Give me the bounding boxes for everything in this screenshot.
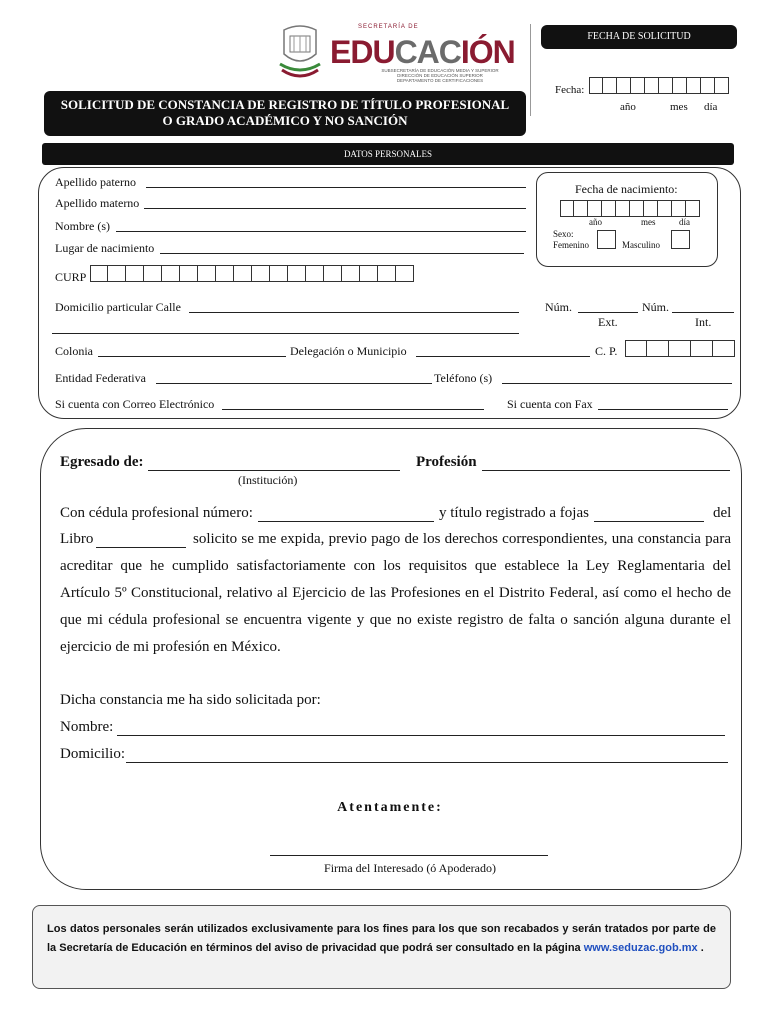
solicitante-nombre-field[interactable] (117, 735, 725, 736)
num-ext-label: Núm. (545, 300, 572, 314)
delegacion-label: Delegación o Municipio (290, 344, 407, 358)
fax-label: Si cuenta con Fax (507, 397, 593, 411)
privacy-notice (32, 905, 731, 989)
libro-label: Libro (60, 531, 94, 547)
telefono-label: Teléfono (s) (434, 371, 493, 385)
fax-field[interactable] (598, 409, 728, 410)
fecha-nacimiento-cells[interactable] (560, 200, 700, 217)
cp-label: C. P. (595, 344, 618, 358)
fecha-solicitud-header: FECHA DE SOLICITUD (541, 25, 737, 49)
coat-of-arms-icon (276, 24, 324, 82)
nac-mes-label: mes (641, 217, 656, 227)
del-text: del (713, 505, 732, 521)
paragraph-line-3: Artículo 5º Constitucional, relativo al Ejercicio de las Profesiones en el Distrito Federal, así como el hecho de (60, 585, 731, 601)
curp-cells[interactable] (90, 265, 414, 282)
atentamente-label: Atentamente: (337, 800, 443, 815)
logo-subtitles: SUBSECRETARÍA DE EDUCACIÓN MEDIA Y SUPERIOR DIRECCIÓN DE EDUCACIÓN SUPERIOR DEPARTAMENTO DE CERTIFICACIONES (381, 68, 499, 83)
masculino-checkbox[interactable] (671, 230, 690, 249)
num-int-field[interactable] (672, 312, 734, 313)
nombre-field[interactable] (116, 231, 526, 232)
num-ext-field[interactable] (578, 312, 638, 313)
femenino-label: Femenino (553, 240, 589, 250)
paragraph-line-2: acreditar que he cumplido satisfactoriamente con los requisitos que establece la Ley Reglamentaria del (60, 558, 731, 574)
fecha-anio-label: año (620, 101, 636, 113)
paragraph-line-5: ejercicio de mi profesión en México. (60, 639, 281, 655)
entidad-label: Entidad Federativa (55, 371, 146, 385)
correo-label: Si cuenta con Correo Electrónico (55, 397, 215, 411)
colonia-label: Colonia (55, 344, 93, 358)
logo-secretaria-text: SECRETARÍA DE (358, 24, 419, 30)
int-label: Int. (695, 315, 712, 329)
section-datos-personales: DATOS PERSONALES (42, 143, 734, 165)
firma-caption: Firma del Interesado (ó Apoderado) (324, 861, 496, 875)
fecha-solicitud-cells[interactable] (589, 77, 729, 94)
cp-cells[interactable] (625, 340, 735, 357)
cedula-label: Con cédula profesional número: (60, 505, 253, 521)
firma-field[interactable] (270, 855, 548, 856)
fecha-nacimiento-label: Fecha de nacimiento: (575, 182, 678, 196)
nac-dia-label: día (679, 217, 690, 227)
cedula-field[interactable] (258, 521, 434, 522)
institucion-field[interactable] (148, 470, 400, 471)
institucion-caption: (Institución) (238, 473, 298, 487)
masculino-label: Masculino (622, 240, 660, 250)
apellido-materno-field[interactable] (144, 208, 526, 209)
libro-field[interactable] (96, 547, 186, 548)
curp-label: CURP (55, 270, 87, 284)
fojas-field[interactable] (594, 521, 704, 522)
apellido-paterno-field[interactable] (146, 187, 526, 188)
privacy-text: Los datos personales serán utilizados exclusivamente para los fines para los que son recabados y serán tratados por parte de la Secretaría de Educación en términos del aviso de privacidad que podrá ser consultado en la página www.seduzac.gob.mx . (47, 923, 716, 954)
page-title: SOLICITUD DE CONSTANCIA DE REGISTRO DE TÍTULO PROFESIONAL O GRADO ACADÉMICO Y NO SANCIÓN (44, 91, 526, 136)
apellido-paterno-label: Apellido paterno (55, 175, 136, 189)
calle-field-2[interactable] (52, 333, 519, 334)
titulo-fojas-text: y título registrado a fojas (439, 505, 589, 521)
paragraph-line-4: que mi cédula profesional se encuentra vigente y que no existe registro de falta o sanción alguna durante el (60, 612, 731, 628)
lugar-nacimiento-field[interactable] (160, 253, 524, 254)
egresado-label: Egresado de: (60, 454, 144, 470)
logo-educacion-text: EDUCACIÓN (330, 34, 515, 70)
nombre-label: Nombre (s) (55, 219, 110, 233)
fecha-mes-label: mes (670, 101, 688, 113)
profesion-field[interactable] (482, 470, 730, 471)
header-divider (530, 24, 531, 116)
solicitada-label: Dicha constancia me ha sido solicitada por: (60, 692, 321, 708)
fecha-dia-label: día (704, 101, 718, 113)
profesion-label: Profesión (416, 454, 477, 470)
delegacion-field[interactable] (416, 356, 590, 357)
colonia-field[interactable] (98, 356, 286, 357)
paragraph-line-1: solicito se me expida, previo pago de los derechos correspondientes, una constancia para (193, 531, 731, 547)
lugar-nacimiento-label: Lugar de nacimiento (55, 241, 155, 255)
entidad-field[interactable] (156, 383, 432, 384)
calle-field[interactable] (189, 312, 519, 313)
solicitud-box (40, 428, 742, 890)
solicitante-domicilio-field[interactable] (126, 762, 728, 763)
femenino-checkbox[interactable] (597, 230, 616, 249)
telefono-field[interactable] (502, 383, 732, 384)
correo-field[interactable] (222, 409, 484, 410)
num-int-label: Núm. (642, 300, 669, 314)
solicitante-domicilio-label: Domicilio: (60, 746, 125, 762)
ext-label: Ext. (598, 315, 618, 329)
domicilio-label: Domicilio particular Calle (55, 300, 181, 314)
privacy-link[interactable]: www.seduzac.gob.mx (583, 942, 698, 954)
nac-anio-label: año (589, 217, 602, 227)
solicitante-nombre-label: Nombre: (60, 719, 114, 735)
fecha-label: Fecha: (555, 84, 585, 96)
sexo-label: Sexo: (553, 229, 574, 239)
secretaria-educacion-logo (272, 22, 522, 84)
apellido-materno-label: Apellido materno (55, 196, 140, 210)
